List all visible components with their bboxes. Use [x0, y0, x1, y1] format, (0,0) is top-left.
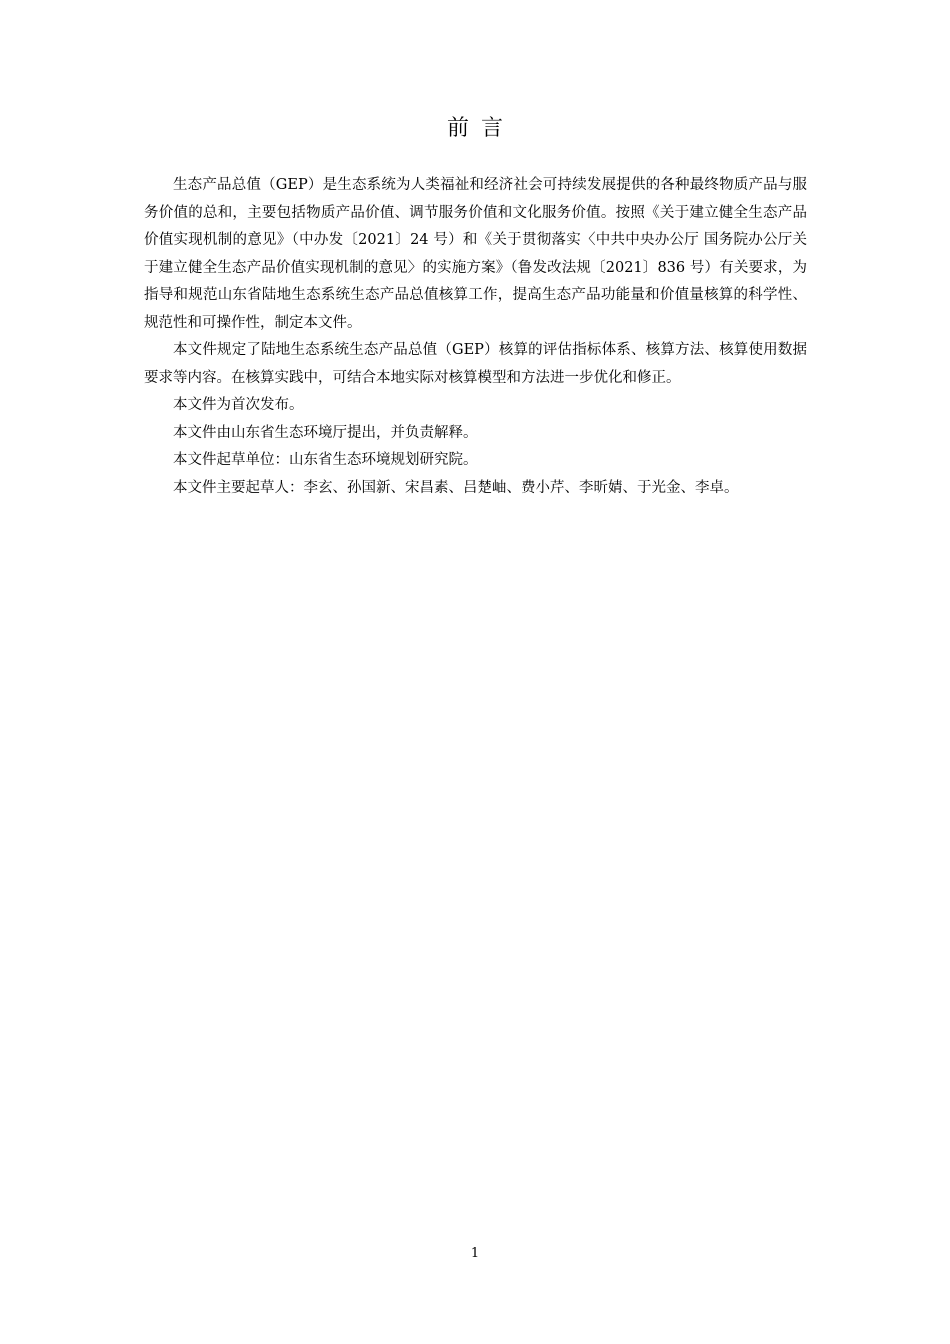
paragraph-scope: 本文件规定了陆地生态系统生态产品总值（GEP）核算的评估指标体系、核算方法、核算使用数据要求等内容。在核算实践中，可结合本地实际对核算模型和方法进一步优化和修正。 — [144, 342, 807, 386]
paragraph-first-release: 本文件为首次发布。 — [173, 397, 304, 413]
paragraph-drafting-unit: 本文件起草单位：山东省生态环境规划研究院。 — [173, 452, 478, 468]
paragraph-proposer: 本文件由山东省生态环境厅提出，并负责解释。 — [173, 424, 478, 441]
paragraph-drafters: 本文件主要起草人：李玄、孙国新、宋昌素、吕楚岫、费小芹、李昕婧、于光金、李卓。 — [173, 479, 739, 496]
paragraph-gep-definition: 生态产品总值（GEP）是生态系统为人类福祉和经济社会可持续发展提供的各种最终物质产品与服务价值的总和，主要包括物质产品价值、调节服务价值和文化服务价值。按照《关于建立健全生态产品价值实现机制的意见》（中办发〔2021〕24 号）和《关于贯彻落实〈中共中央办公厅 国务院办公厅关于建立健全生态产品价值实现机制的意见〉的实施方案》（鲁发改法规〔2021〕836 号）有关要求，为指导和规范山东省陆地生态系统生态产品总值核算工作，提高生态产品功能量和价值量核算的科学性、规范性和可操作性，制定本文件。 — [144, 177, 807, 331]
document-body — [144, 172, 807, 502]
page-number: 1 — [470, 1246, 480, 1261]
page-title: 前言 — [446, 116, 515, 141]
